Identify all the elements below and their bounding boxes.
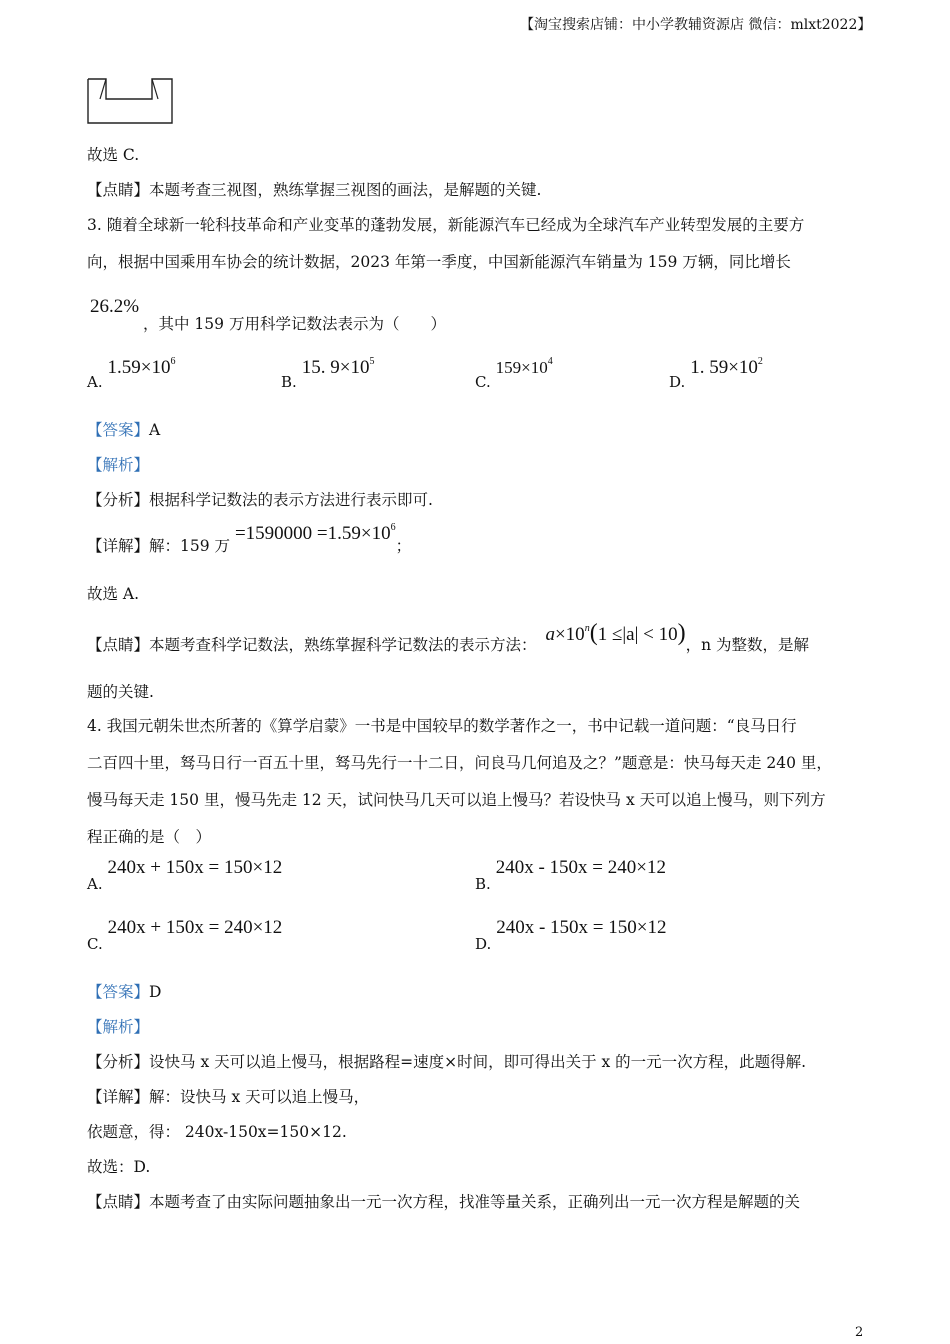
q4-detail	[87, 1085, 369, 1107]
q4-option-a	[87, 857, 283, 893]
fenxi-text: 设快马 x 天可以追上慢马，根据路程=速度×时间，即可得出关于 x 的一元一次方程，此题得解.	[149, 1053, 807, 1071]
answer-tag: 【答案】	[87, 983, 150, 1001]
detail-suffix: ；	[395, 537, 412, 555]
fenxi-text: 根据科学记数法的表示方法进行表示即可.	[149, 491, 433, 509]
answer-value: A	[149, 421, 161, 439]
q4-option-b	[475, 857, 666, 893]
q3-option-a	[87, 356, 176, 391]
fenxi-tag: 【分析】	[87, 491, 150, 509]
q3-comment-line-2: 题的关键.	[87, 683, 154, 701]
option-math: 240x + 150x = 240×12	[107, 917, 283, 938]
three-view-figure	[86, 76, 178, 128]
q3-option-c	[475, 356, 553, 391]
page-number: 2	[855, 1325, 864, 1340]
q4-fenxi	[87, 1050, 806, 1072]
q4-line-4: 程正确的是（ ）	[87, 828, 212, 846]
top-choice: 故选 C.	[87, 146, 140, 164]
comment-text: 本题考查了由实际问题抽象出一元一次方程，找准等量关系，正确列出一元一次方程是解题的关	[149, 1193, 801, 1211]
option-math: $159\times 10^4$	[495, 356, 553, 377]
option-math: 240x - 150x = 150×12	[496, 917, 667, 938]
figure-outline	[88, 79, 172, 123]
detail-prefix: 解：159 万	[149, 537, 231, 555]
answer-value: D	[149, 983, 162, 1001]
q4-option-d	[475, 917, 667, 953]
option-math: 1. $59\times 10^2$	[690, 356, 763, 378]
comment-text: 本题考查三视图，熟练掌握三视图的画法，是解题的关键.	[149, 181, 542, 199]
q3-comment	[87, 620, 810, 657]
comment-prefix: 本题考查科学记数法，熟练掌握科学记数法的表示方法：	[149, 636, 537, 654]
option-label: B.	[475, 875, 491, 893]
option-label: A.	[87, 875, 103, 893]
q3-fenxi	[87, 488, 433, 510]
q4-analysis-tag: 【解析】	[87, 1018, 150, 1036]
q3-option-d	[669, 356, 763, 391]
q4-line-3: 慢马每天走 150 里，慢马先走 12 天，试问快马几天可以追上慢马？若设快马 x 天可以追上慢马，则下列方	[87, 791, 826, 809]
option-math: 240x - 150x = 240×12	[495, 857, 666, 878]
detail-math: $=1590000 =1.59\times 10^6$	[234, 522, 396, 544]
comment-tag: 【点睛】	[87, 181, 150, 199]
detail-text: 解：设快马 x 天可以追上慢马，	[149, 1088, 370, 1106]
option-label: D.	[669, 373, 686, 391]
q3-choice: 故选 A.	[87, 585, 140, 603]
q4-option-c	[87, 917, 283, 953]
option-math: $1.59\times 10^6$	[107, 356, 176, 378]
q3-answer	[87, 418, 160, 440]
comment-tag: 【点睛】	[87, 1193, 150, 1211]
fenxi-tag: 【分析】	[87, 1053, 150, 1071]
option-label: D.	[475, 935, 492, 953]
q4-line-1: 4. 我国元朝朱世杰所著的《算学启蒙》一书是中国较早的数学著作之一，书中记载一道问题：“良马日行	[87, 717, 797, 735]
q3-line-2: 向，根据中国乘用车协会的统计数据，2023 年第一季度，中国新能源汽车销量为 159 万辆，同比增长	[87, 253, 791, 271]
figure-edge-left	[100, 79, 106, 99]
q3-percent: 26.2%	[90, 296, 140, 317]
top-comment	[87, 178, 541, 200]
comment-math: $a\times 10^n(1 \le|a| < 10)$	[545, 620, 686, 646]
comment-tag: 【点睛】	[87, 636, 150, 654]
option-label: A.	[87, 373, 103, 391]
option-label: C.	[475, 373, 491, 391]
q4-equation: 依题意，得： 240x-150x=150×12.	[87, 1123, 347, 1141]
q4-answer	[87, 980, 161, 1002]
q3-detail	[87, 522, 412, 557]
option-label: B.	[281, 373, 297, 391]
q3-analysis-tag: 【解析】	[87, 456, 150, 474]
page-header: 【淘宝搜索店铺：中小学教辅资源店 微信：mlxt2022】	[520, 17, 872, 33]
option-math: 15. $9\times 10^5$	[301, 356, 375, 378]
comment-suffix: ，n 为整数，是解	[685, 636, 810, 654]
detail-tag: 【详解】	[87, 537, 150, 555]
q3-line-1: 3. 随着全球新一轮科技革命和产业变革的蓬勃发展，新能源汽车已经成为全球汽车产业转型发展的主要方	[87, 216, 805, 234]
answer-tag: 【答案】	[87, 421, 150, 439]
q3-option-b	[281, 356, 375, 391]
figure-edge-right	[152, 79, 158, 99]
q3-line-3: ，其中 159 万用科学记数法表示为（ ）	[143, 315, 446, 333]
detail-tag: 【详解】	[87, 1088, 150, 1106]
q4-choice: 故选：D.	[87, 1158, 151, 1176]
q4-line-2: 二百四十里，驽马日行一百五十里，驽马先行一十二日，问良马几何追及之？”题意是：快马每天走 240 里，	[87, 754, 832, 772]
option-label: C.	[87, 935, 103, 953]
q4-comment	[87, 1190, 800, 1212]
option-math: 240x + 150x = 150×12	[107, 857, 283, 878]
